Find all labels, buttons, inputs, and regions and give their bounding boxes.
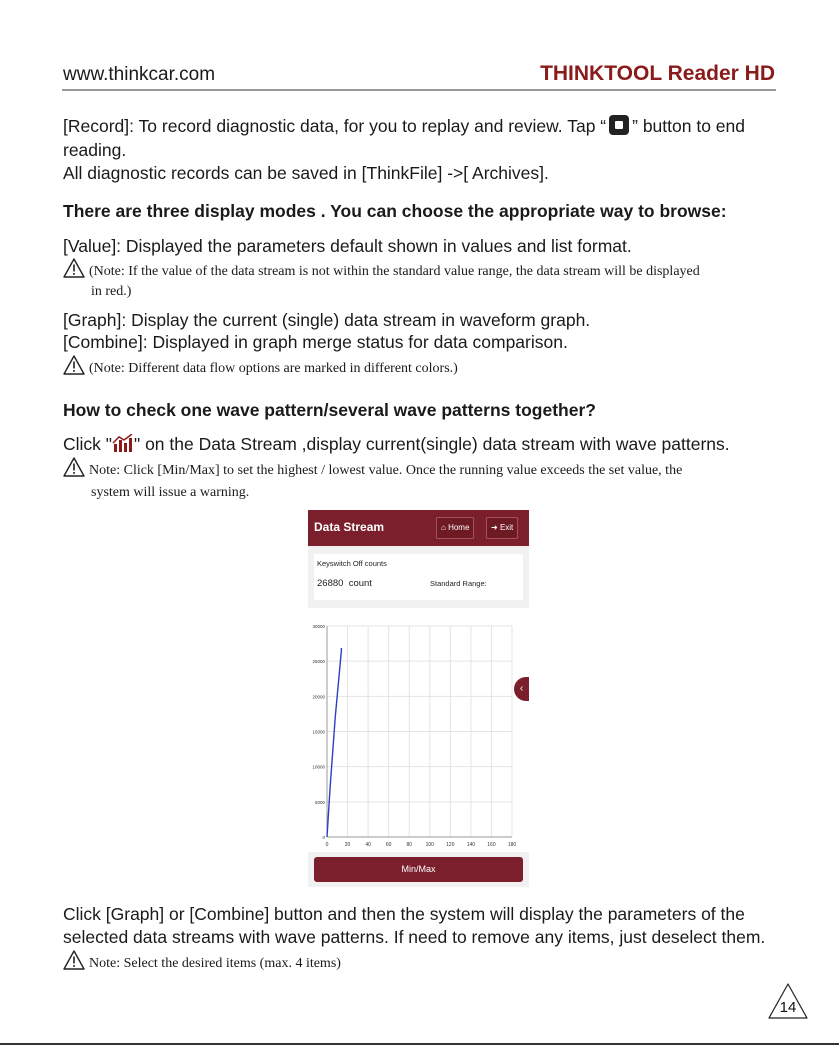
home-icon: ⌂ <box>441 523 446 532</box>
x-tick-label: 20 <box>344 842 351 848</box>
minmax-note-text: Note: Click [Min/Max] to set the highest / lowest value. Once the running value exceeds the set value, the <box>89 463 683 478</box>
display-modes-heading: There are three display modes . You can choose the appropriate way to browse: <box>63 201 727 221</box>
x-tick-label: 40 <box>365 842 371 848</box>
combine-note <box>63 355 458 380</box>
warning-icon <box>63 258 85 278</box>
home-button[interactable] <box>436 517 474 539</box>
combine-mode-line: [Combine]: Displayed in graph merge status for data comparison. <box>63 332 568 352</box>
value-note-text: (Note: If the value of the data stream is not within the standard value range, the data stream will be displayed <box>89 264 700 279</box>
value-mode-line: [Value]: Displayed the parameters default shown in values and list format. <box>63 236 632 256</box>
x-tick-label: 60 <box>385 842 392 848</box>
warning-icon <box>63 950 85 970</box>
footer-divider <box>0 1043 839 1045</box>
record-paragraph-line3: All diagnostic records can be saved in [ThinkFile] ->[ Archives]. <box>63 163 549 183</box>
x-tick-label: 80 <box>406 842 413 848</box>
stop-icon <box>609 115 629 135</box>
site-url: www.thinkcar.com <box>63 64 216 85</box>
item-card-area <box>308 546 529 608</box>
page-number-badge <box>768 983 808 1019</box>
value-note <box>63 258 700 283</box>
graph-icon <box>112 434 134 452</box>
exit-label: Exit <box>499 523 514 532</box>
wave-heading: How to check one wave pattern/several wave patterns together? <box>63 400 596 420</box>
y-tick-label: 15000 <box>312 729 325 735</box>
page-number-triangle <box>768 983 808 1019</box>
data-stream-titlebar <box>308 510 529 546</box>
header-divider <box>62 89 776 91</box>
chevron-left-icon: ‹ <box>519 683 524 694</box>
warning-icon <box>63 355 85 375</box>
bottom-paragraph-line2: selected data streams with wave patterns. If need to remove any items, just deselect them. <box>63 927 766 947</box>
item-value-number: 26880 <box>317 578 344 589</box>
item-value <box>317 578 372 589</box>
x-tick-label: 100 <box>425 842 434 848</box>
select-note-text: Note: Select the desired items (max. 4 items) <box>89 956 341 971</box>
wave-click-text-a: Click " <box>63 434 112 454</box>
x-tick-label: 160 <box>487 842 496 848</box>
y-tick-label: 5000 <box>314 799 325 805</box>
record-text-a: [Record]: To record diagnostic data, for you to replay and review. Tap “ <box>63 116 607 136</box>
y-tick-label: 10000 <box>312 764 325 770</box>
x-tick-label: 140 <box>466 842 476 848</box>
select-note <box>63 950 341 975</box>
y-tick-label: 30000 <box>312 624 325 629</box>
wave-click-line <box>63 433 730 455</box>
exit-button[interactable] <box>486 517 518 539</box>
combine-note-text: (Note: Different data flow options are marked in different colors.) <box>89 361 458 376</box>
record-paragraph-line2: reading. <box>63 140 127 160</box>
standard-range-label: Standard Range: <box>430 579 487 588</box>
product-title: THINKTOOL Reader HD <box>540 62 775 85</box>
footer-bar <box>308 852 529 887</box>
wave-click-text-b: " on the Data Stream ,display current(single) data stream with wave patterns. <box>134 434 730 454</box>
x-tick-label: 0 <box>325 842 329 848</box>
record-text-b: ” button to end <box>632 116 745 136</box>
item-unit: count <box>348 578 372 589</box>
exit-icon: ➜ <box>491 523 498 532</box>
record-paragraph-line1 <box>63 115 745 137</box>
bottom-paragraph-line1: Click [Graph] or [Combine] button and then the system will display the parameters of the <box>63 904 745 924</box>
page-number: 14 <box>779 999 797 1016</box>
item-name: Keyswitch Off counts <box>317 559 387 568</box>
y-tick-label: 25000 <box>312 659 325 665</box>
screen-title: Data Stream <box>314 520 385 534</box>
graph-mode-line: [Graph]: Display the current (single) data stream in waveform graph. <box>63 310 591 330</box>
minmax-button[interactable]: Min/Max <box>314 857 523 882</box>
minmax-note-continued: system will issue a warning. <box>91 485 250 500</box>
x-tick-label: 120 <box>446 842 455 848</box>
y-tick-label: 0 <box>322 835 325 840</box>
waveform-chart <box>308 612 529 852</box>
minmax-note <box>63 457 682 482</box>
warning-icon <box>63 457 85 477</box>
home-label: Home <box>448 523 470 532</box>
waveform-graph <box>308 612 529 852</box>
series-line <box>327 648 341 837</box>
data-stream-screenshot <box>308 510 529 887</box>
x-tick-label: 180 <box>507 842 517 848</box>
y-tick-label: 20000 <box>312 694 325 700</box>
value-note-continued: in red.) <box>91 284 132 299</box>
